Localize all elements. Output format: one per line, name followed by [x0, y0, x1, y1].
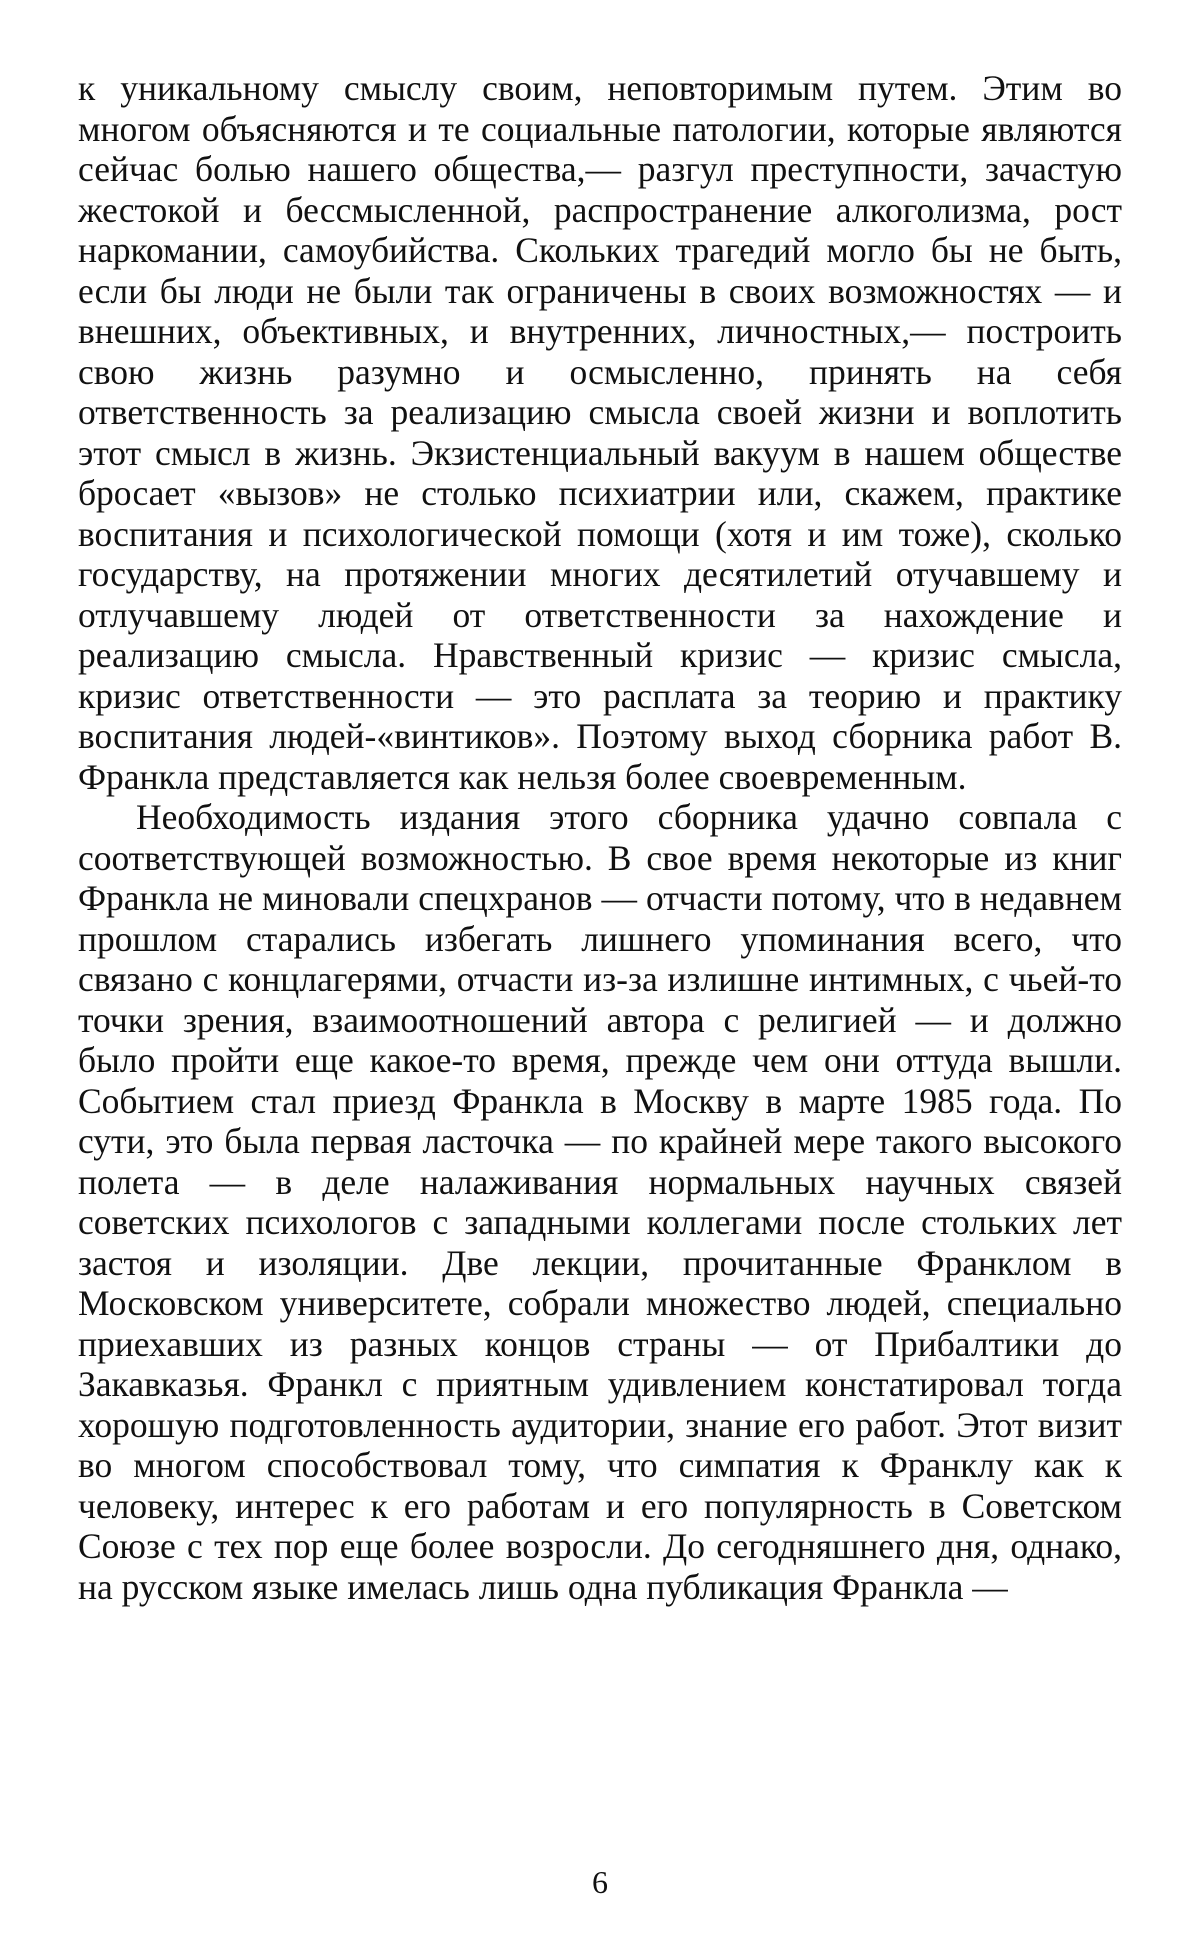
- page-text-block: [78, 68, 1122, 1607]
- paragraph-1: к уникальному смыслу своим, неповторимым путем. Этим во многом объясняются и те социальные патологии, которые являются сейчас болью нашего общества,— разгул преступности, зачастую жестокой и бессмысленной, распространение алкоголизма, рост наркомании, самоубийства. Скольких трагедий могло бы не быть, если бы люди не были так ограничены в своих возможностях — и внешних, объективных, и внутренних, личностных,— построить свою жизнь разумно и осмысленно, принять на себя ответственность за реализацию смысла своей жизни и воплотить этот смысл в жизнь. Экзистенциальный вакуум в нашем обществе бросает «вызов» не столько психиатрии или, скажем, практике воспитания и психологической помощи (хотя и им тоже), сколько государству, на протяжении многих десятилетий отучавшему и отлучавшему людей от ответственности за нахождение и реализацию смысла. Нравственный кризис — кризис смысла, кризис ответственности — это расплата за теорию и практику воспитания людей-«винтиков». Поэтому выход сборника работ В. Франкла представляется как нельзя более своевременным.: [78, 68, 1122, 797]
- page-number: 6: [592, 1864, 608, 1900]
- paragraph-2: Необходимость издания этого сборника удачно совпала с соответствующей возможностью. В свое время некоторые из книг Франкла не миновали спецхранов — отчасти потому, что в недавнем прошлом старались избегать лишнего упоминания всего, что связано с концлагерями, отчасти из-за излишне интимных, с чьей-то точки зрения, взаимоотношений автора с религией — и должно было пройти еще какое-то время, прежде чем они оттуда вышли. Событием стал приезд Франкла в Москву в марте 1985 года. По сути, это была первая ласточка — по крайней мере такого высокого полета — в деле налаживания нормальных научных связей советских психологов с западными коллегами после стольких лет застоя и изоляции. Две лекции, прочитанные Франклом в Московском университете, собрали множество людей, специально приехавших из разных концов страны — от Прибалтики до Закавказья. Франкл с приятным удивлением констатировал тогда хорошую подготовленность аудитории, знание его работ. Этот визит во многом способствовал тому, что симпатия к Франклу как к человеку, интерес к его работам и его популярность в Советском Союзе с тех пор еще более возросли. До сегодняшнего дня, однако, на русском языке имелась лишь одна публикация Франкла —: [78, 797, 1122, 1607]
